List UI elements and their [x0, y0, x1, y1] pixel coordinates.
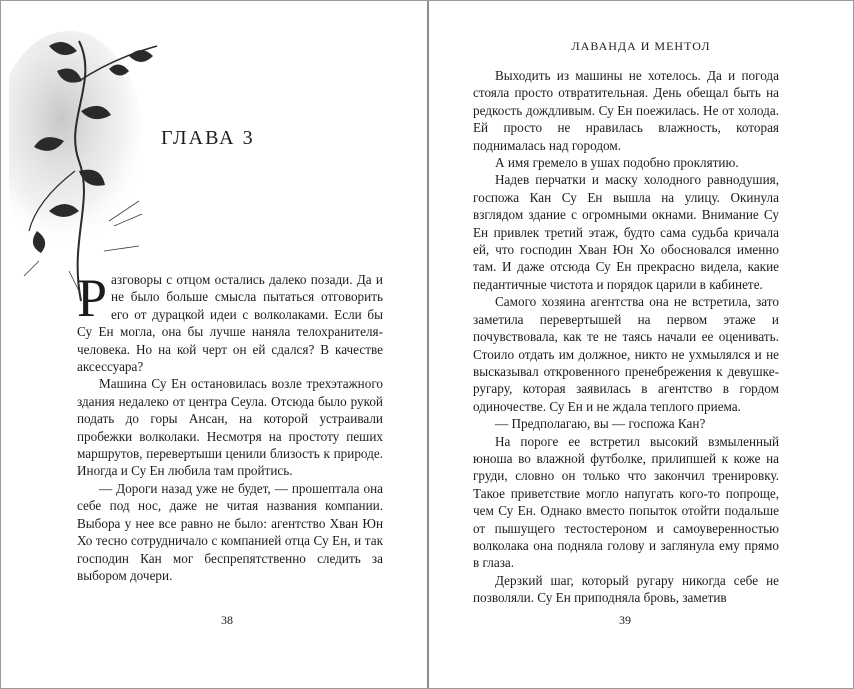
left-page	[1, 1, 427, 688]
page-number: 39	[619, 613, 631, 627]
paragraph: Разговоры с отцом остались далеко позади. Да и не было больше смысла пытаться отговорить его от дурацкой идеи с волколаками. Если бы Су Ен могла, она бы лучше наняла телохранителя-человека. Но на кой черт он ей сдался? В качестве аксессуара?	[77, 268, 383, 375]
left-body-text	[77, 268, 383, 584]
paragraph: Дерзкий шаг, который ругару никогда себе не позволяли. Су Ен приподняла бровь, заметив	[473, 572, 779, 606]
chapter-title: ГЛАВА 3	[161, 127, 255, 149]
paragraph: Надев перчатки и маску холодного равнодушия, госпожа Кан Су Ен вышла на улицу. Окинула взглядом здание с огромными окнами. Внимание Су Ен привлек третий этаж, будто сама судьба кричала ей, что господин Хван Юн Хо обосновался именно там. И даже отсюда Су Ен прекрасно видела, какие педантичные чистота и порядок царили в кабинете.	[473, 172, 779, 292]
running-head: ЛАВАНДА И МЕНТОЛ	[571, 39, 711, 53]
right-body-text	[473, 67, 779, 607]
paragraph: На пороге ее встретил высокий взмыленный юноша во влажной футболке, прилипшей к коже на груди, словно он только что закончил тренировку. Такое приветствие могло напугать кого-то попроще, чем Су Ен. Однако вместо попыток отойти подальше от пышущего тестостероном и самоуверенностью волколака она подняла голову и заглянула ему прямо в глаза.	[473, 433, 779, 571]
paragraph: — Предполагаю, вы — госпожа Кан?	[495, 416, 706, 432]
paragraph: — Дороги назад уже не будет, — прошептала она себе под нос, даже не читая названия компании. Выбора у нее все равно не было: агентство Хван Юн Хо тесно сотрудничало с компанией отца Су Ен, и так господин Кан мог беспрепятственно следить за выбором дочери.	[77, 480, 383, 583]
paragraph: Самого хозяина агентства она не встретила, зато заметила перевертышей на первом этаже и почувствовала, как те не таясь начали ее оценивать. Стоило отдать им должное, никто не ухмылялся и не высказывал откровенного пренебрежения к девушке-ругару, которая заявилась в агентство в гордом одиночестве. Су Ен и не ждала теплого приема.	[473, 294, 779, 414]
drop-cap: Р	[77, 268, 108, 328]
paragraph: Выходить из машины не хотелось. Да и погода стояла просто отвратительная. День обещал быть на редкость дождливым. Су Ен поежилась. Не от холода. Ей просто не нравилась влажность, которая поднималась над городом.	[473, 68, 779, 153]
paragraph: А имя гремело в ушах подобно проклятию.	[495, 155, 739, 171]
right-page	[429, 1, 853, 688]
page-number: 38	[221, 613, 233, 627]
paragraph: Машина Су Ен остановилась возле трехэтажного здания недалеко от центра Сеула. Отсюда было рукой подать до горы Ансан, на которой устраивали пробежки волколаки. Несмотря на простоту пеших маршрутов, перевертыши ценили близость к природе. Иногда и Су Ен любила там пройтись.	[77, 376, 383, 479]
